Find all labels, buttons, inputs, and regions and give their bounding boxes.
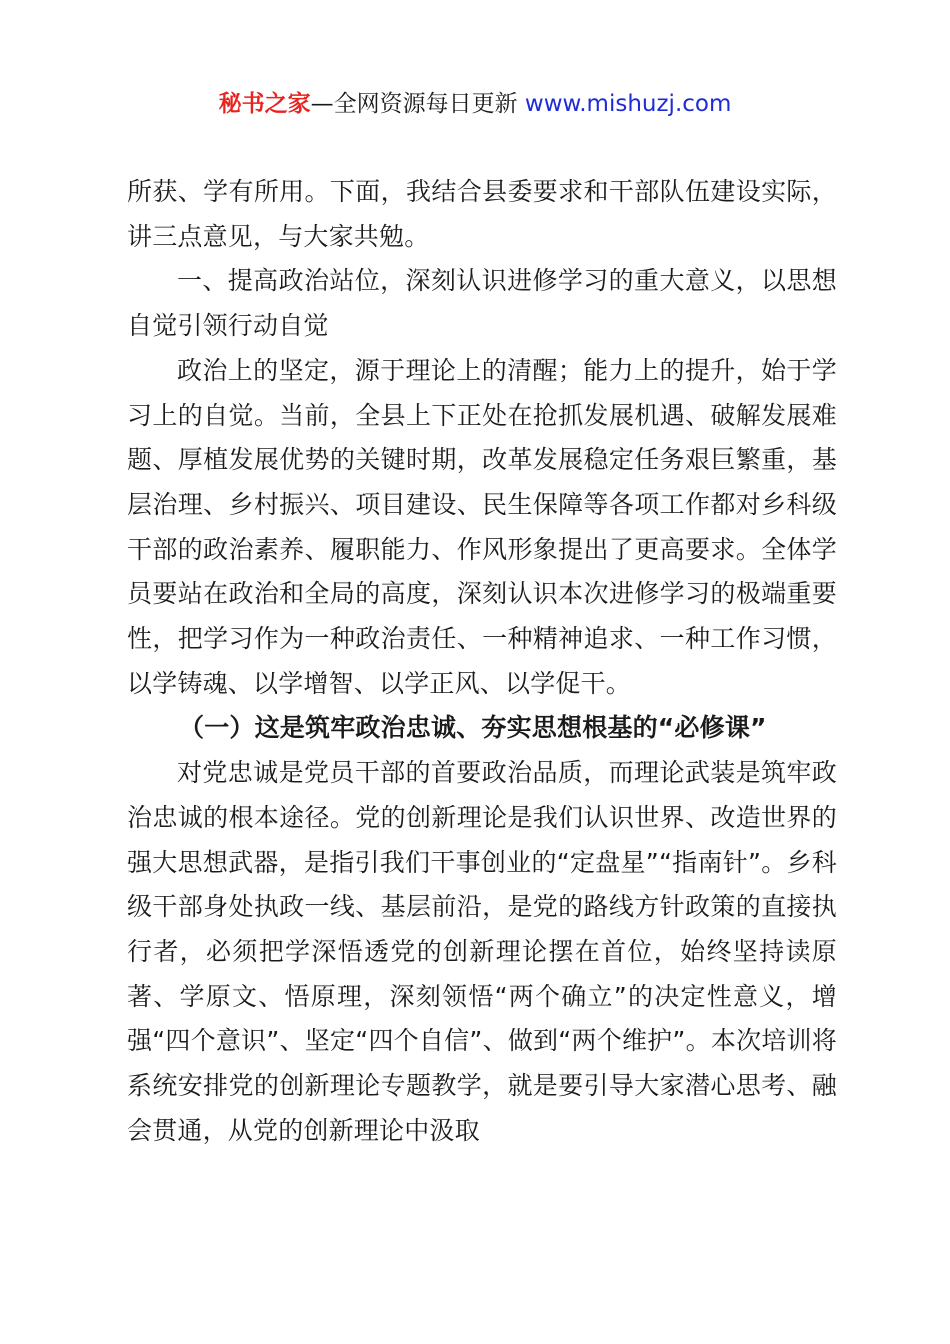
site-url[interactable]: www.mishuzj.com	[524, 91, 732, 117]
page-header	[0, 86, 950, 122]
document-body	[127, 170, 837, 1153]
subsection-heading: （一）这是筑牢政治忠诚、夯实思想根基的“必修课”	[179, 713, 767, 743]
section-heading: 一、提高政治站位，深刻认识进修学习的重大意义，以思想自觉引领行动自觉	[127, 266, 837, 341]
paragraph-continuation: 所获、学有所用。下面，我结合县委要求和干部队伍建设实际，讲三点意见，与大家共勉。	[127, 177, 837, 251]
brand-name: 秘书之家	[218, 91, 311, 117]
paragraph: 对党忠诚是党员干部的首要政治品质，而理论武装是筑牢政治忠诚的根本途径。党的创新理论是我们认识世界、改造世界的强大思想武器，是指引我们干事创业的“定盘星”“指南针”。乡科级干部身处执政一线、基层前沿，是党的路线方针政策的直接执行者，必须把学深悟透党的创新理论摆在首位，始终坚持读原著、学原文、悟原理，深刻领悟“两个确立”的决定性意义，增强“四个意识”、坚定“四个自信”、做到“两个维护”。本次培训将系统安排党的创新理论专题教学，就是要引导大家潜心思考、融会贯通，从党的创新理论中汲取	[127, 758, 837, 1145]
paragraph: 政治上的坚定，源于理论上的清醒；能力上的提升，始于学习上的自觉。当前，全县上下正处在抢抓发展机遇、破解发展难题、厚植发展优势的关键时期，改革发展稳定任务艰巨繁重，基层治理、乡村振兴、项目建设、民生保障等各项工作都对乡科级干部的政治素养、履职能力、作风形象提出了更高要求。全体学员要站在政治和全局的高度，深刻认识本次进修学习的极端重要性，把学习作为一种政治责任、一种精神追求、一种工作习惯，以学铸魂、以学增智、以学正风、以学促干。	[127, 355, 837, 698]
header-tagline: —全网资源每日更新	[310, 91, 518, 117]
